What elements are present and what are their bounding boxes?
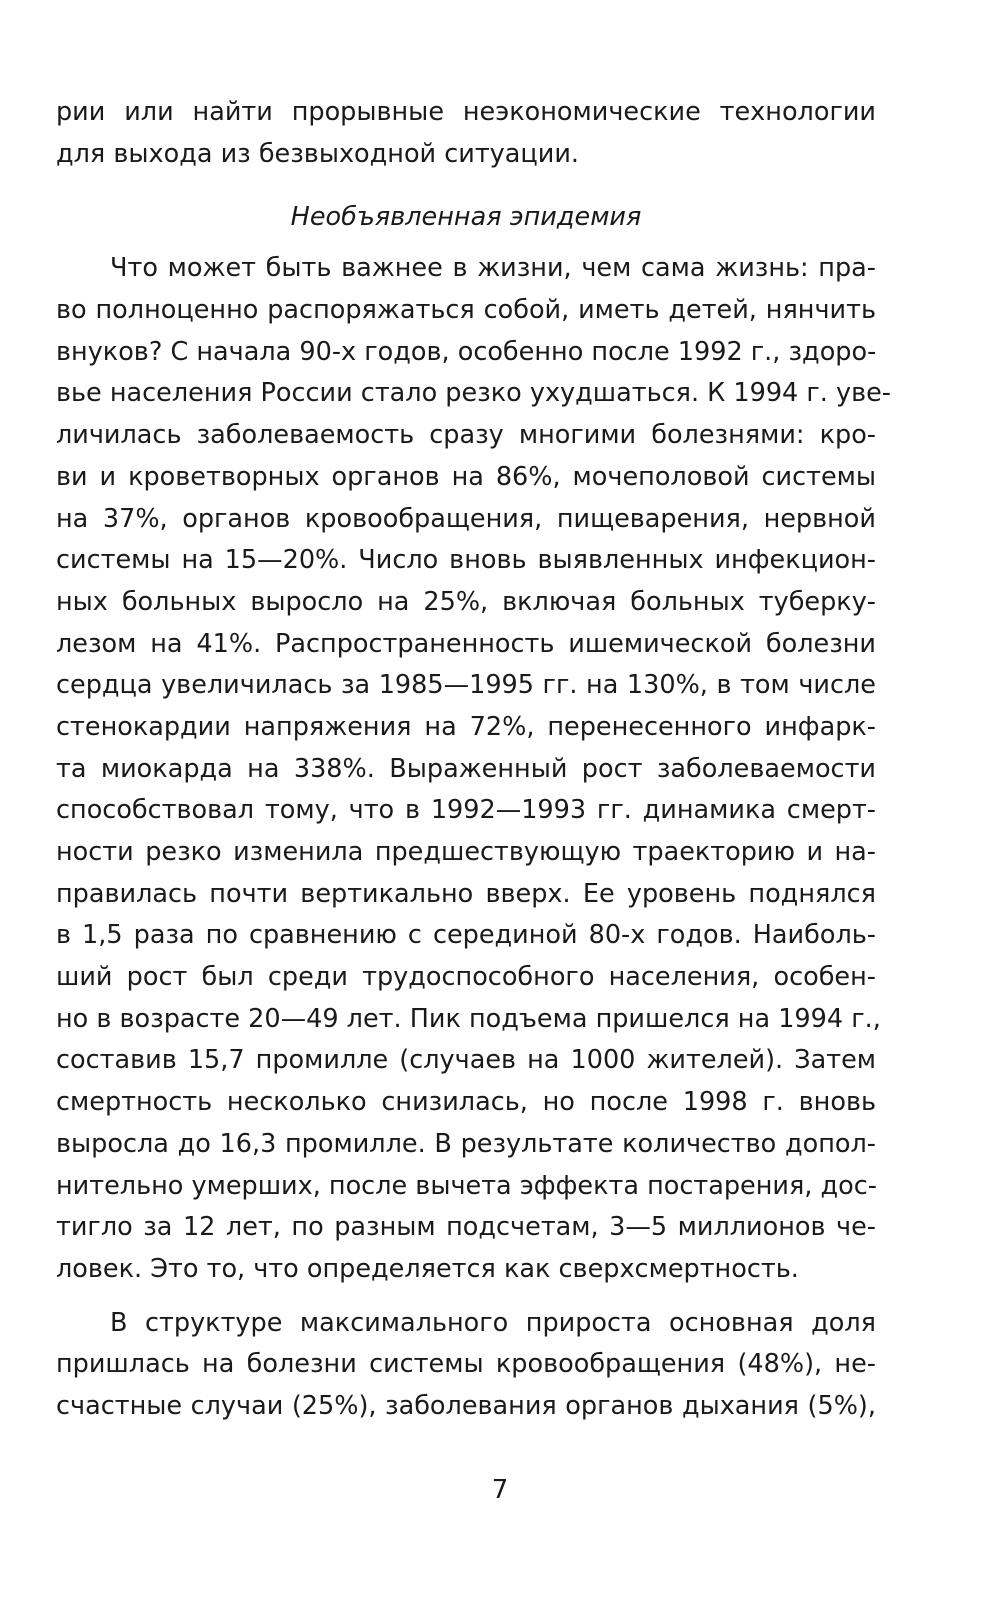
text-line: системы на 15—20%. Число вновь выявленных инфекцион- [56,545,876,576]
text-line: внуков? С начала 90-х годов, особенно после 1992 г., здоро- [56,336,877,367]
paragraph-1 [56,248,892,1290]
text-line: вье населения России стало резко ухудшаться. К 1994 г. уве- [56,378,892,409]
text-line: стенокардии напряжения на 72%, перенесенного инфарк- [56,711,876,742]
text-line: сердца увеличилась за 1985—1995 гг. на 130%, в том числе [56,670,876,701]
text-line: рии или найти прорывные неэкономические технологии [56,97,876,127]
text-line: правилась почти вертикально вверх. Ее уровень поднялся [56,878,876,909]
text-line: ви и кроветворных органов на 86%, мочеполовой системы [56,461,876,492]
page-number: 7 [491,1475,509,1505]
text-line: на 37%, органов кровообращения, пищеварения, нервной [56,503,876,534]
text-line: во полноценно распоряжаться собой, иметь детей, нянчить [56,295,876,326]
text-line: ловек. Это то, что определяется как сверхсмертность. [56,1253,799,1284]
paragraph-2 [56,1303,876,1428]
text-line: но в возрасте 20—49 лет. Пик подъема пришелся на 1994 г., [56,1003,881,1034]
text-line: нительно умерших, после вычета эффекта постарения, дос- [56,1170,877,1201]
text-line: пришлась на болезни системы кровообращения (48%), не- [56,1349,876,1380]
text-line: та миокарда на 338%. Выраженный рост заболеваемости [56,753,876,784]
text-line: лезом на 41%. Распространенность ишемической болезни [56,628,876,659]
text-line: Что может быть важнее в жизни, чем сама жизнь: пра- [110,253,876,284]
page-body [56,92,892,1428]
text-line: способствовал тому, что в 1992—1993 гг. динамика смерт- [56,795,876,826]
text-line: В структуре максимального прироста основная доля [110,1307,876,1338]
text-line: ший рост был среди трудоспособного населения, особен- [56,962,876,993]
text-line: выросла до 16,3 промилле. В результате количество допол- [56,1128,876,1159]
section-heading: Необъявленная эпидемия [290,202,642,233]
text-line: в 1,5 раза по сравнению с серединой 80-х годов. Наиболь- [56,920,876,951]
text-line: личилась заболеваемость сразу многими болезнями: кро- [56,420,876,451]
paragraph-gap [56,1291,876,1303]
text-line: смертность несколько снизилась, но после 1998 г. вновь [56,1087,876,1118]
text-line: тигло за 12 лет, по разным подсчетам, 3—5 миллионов че- [56,1212,876,1243]
text-line: составив 15,7 промилле (случаев на 1000 жителей). Затем [56,1045,876,1076]
intro-paragraph [56,92,876,175]
text-line: ных больных выросло на 25%, включая больных туберку- [56,586,876,617]
text-line: для выхода из безвыходной ситуации. [56,138,580,169]
text-line: счастные случаи (25%), заболевания органов дыхания (5%), [56,1390,876,1421]
text-line: ности резко изменила предшествующую траекторию и на- [56,837,876,867]
